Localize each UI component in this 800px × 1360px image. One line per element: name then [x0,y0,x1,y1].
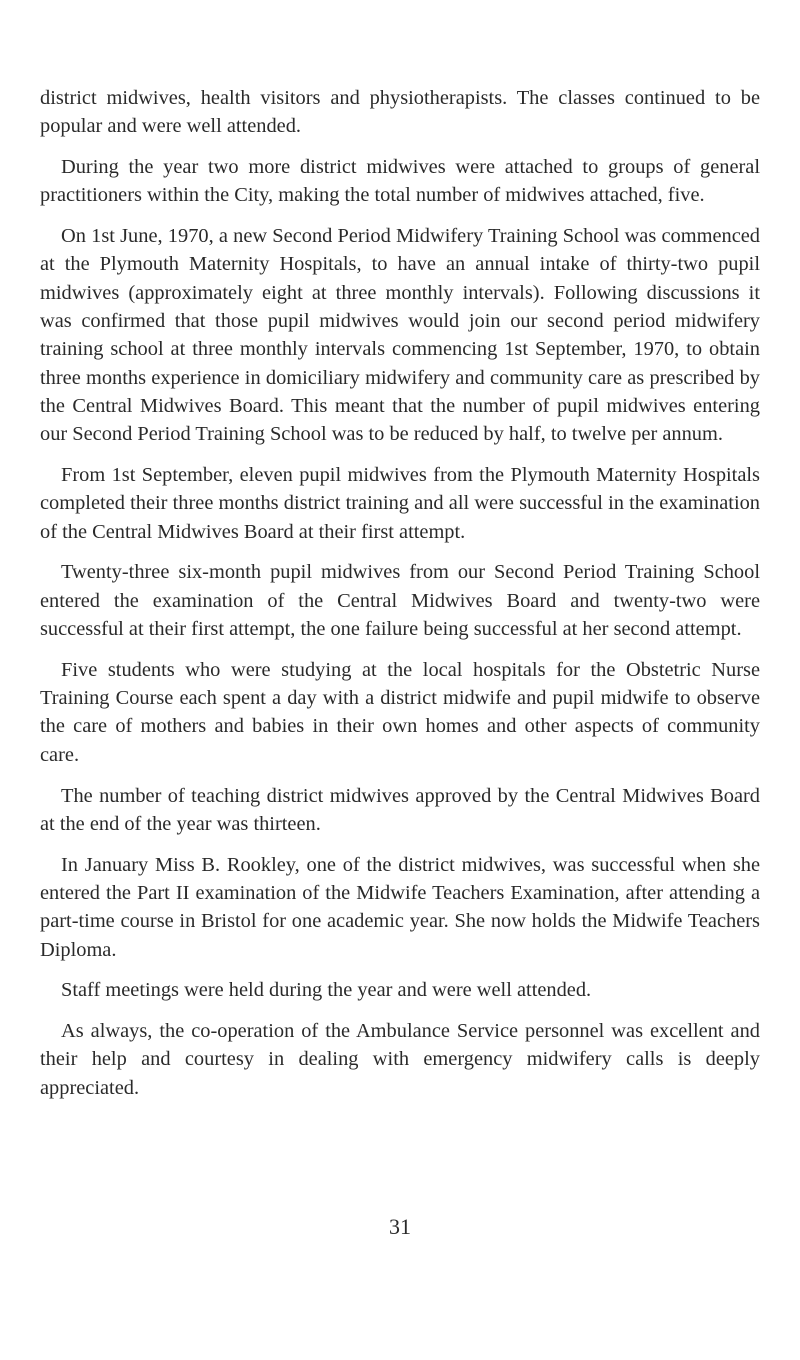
paragraph-9: Staff meetings were held during the year and were well attended. [61,979,592,1002]
document-body [40,84,760,1115]
paragraph-8: In January Miss B. Rookley, one of the district midwives, was successful when she entered the Part II examination of the Midwife Teachers Examination, after attending a part-time course in Bristol for one academic year. She now holds the Midwife Teachers Diploma. [40,853,760,961]
paragraph-2: During the year two more district midwives were attached to groups of general practitioners within the City, making the total number of midwives attached, five. [40,156,760,207]
paragraph-4: From 1st September, eleven pupil midwives from the Plymouth Maternity Hospitals completed their three months district training and all were successful in the examination of the Central Midwives Board at their first attempt. [40,464,760,543]
paragraph-6: Five students who were studying at the local hospitals for the Obstetric Nurse Training Course each spent a day with a district midwife and pupil midwife to observe the care of mothers and babies in their own homes and other aspects of community care. [40,658,760,766]
paragraph-5: Twenty-three six-month pupil midwives from our Second Period Training School entered the examination of the Central Midwives Board and twenty-two were successful at their first attempt, the one failure being successful at her second attempt. [40,561,760,641]
paragraph-1: district midwives, health visitors and physiotherapists. The classes continued to be popular and were well attended. [40,87,760,138]
paragraph-3: On 1st June, 1970, a new Second Period Midwifery Training School was commenced at the Plymouth Maternity Hospitals, to have an annual intake of thirty-two pupil midwives (approximately eight at three monthly intervals). Following discussions it was confirmed that those pupil midwives would join our second period midwifery training school at three monthly intervals commencing 1st September, 1970, to obtain three months experience in domiciliary midwifery and community care as prescribed by the Central Midwives Board. This meant that the number of pupil midwives entering our Second Period Training School was to be reduced by half, to twelve per annum. [40,225,760,446]
page-number: 31 [389,1214,411,1239]
paragraph-10: As always, the co-operation of the Ambulance Service personnel was excellent and their help and courtesy in dealing with emergency midwifery calls is deeply appreciated. [40,1020,760,1099]
paragraph-7: The number of teaching district midwives approved by the Central Midwives Board at the end of the year was thirteen. [40,784,760,835]
